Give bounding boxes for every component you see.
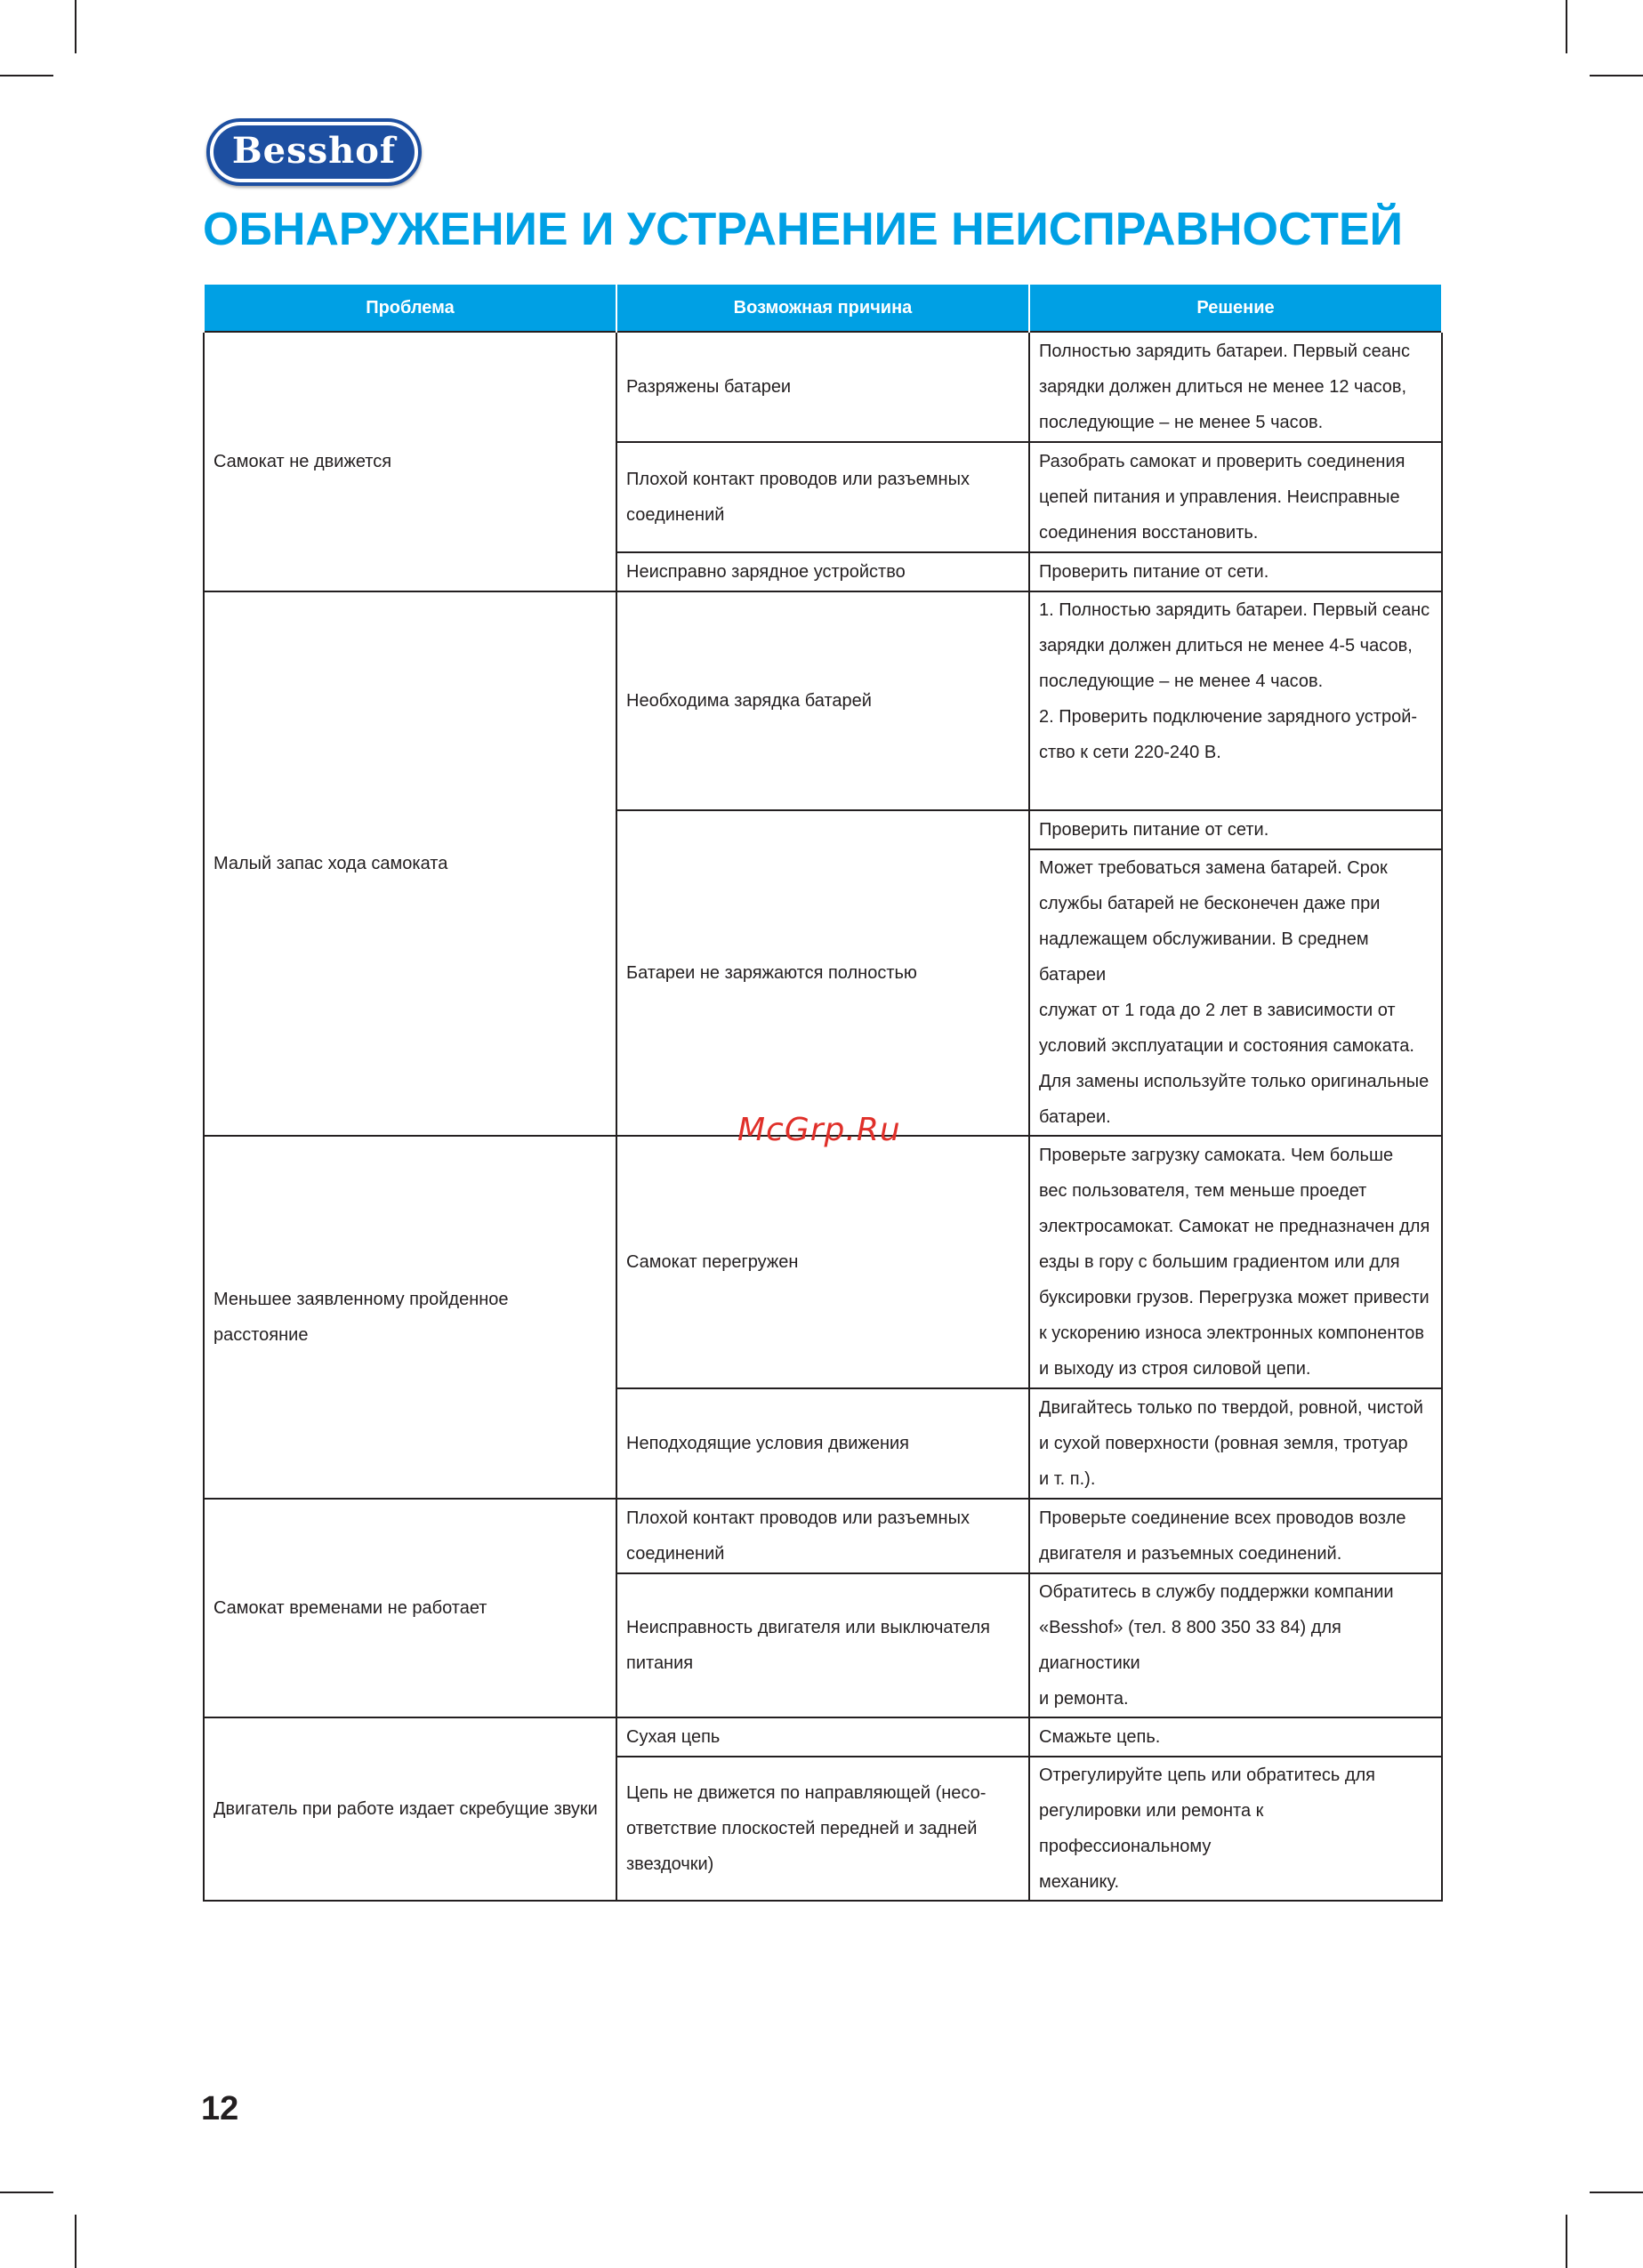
line: служат от 1 года до 2 лет в зависимости от (1039, 1001, 1396, 1020)
problem-cell: Самокат не движется (204, 332, 616, 591)
line: цепей питания и управления. Неисправные (1039, 487, 1400, 507)
line: вес пользователя, тем меньше проедет (1039, 1181, 1367, 1201)
line: соединений (626, 1544, 725, 1564)
solution-cell (1029, 332, 1442, 442)
crop-mark (0, 75, 53, 76)
line: электросамокат. Самокат не предназначен для (1039, 1217, 1430, 1236)
crop-mark (75, 2215, 77, 2268)
line: механику. (1039, 1872, 1120, 1892)
line: условий эксплуатации и состояния самоката. (1039, 1036, 1414, 1056)
line: Проверьте соединение всех проводов возле (1039, 1508, 1406, 1528)
solution-cell (1029, 591, 1442, 810)
solution-cell (1029, 1388, 1442, 1499)
line: езды в гору с большим градиентом или для (1039, 1252, 1400, 1272)
brand-logo (206, 118, 422, 186)
header-problem: Проблема (204, 285, 616, 332)
line: последующие – не менее 4 часов. (1039, 672, 1324, 691)
table-row (204, 1136, 1442, 1388)
table-row (204, 1499, 1442, 1573)
line: Отрегулируйте цепь или обратитесь для (1039, 1765, 1375, 1785)
table-row (204, 591, 1442, 810)
line: соединений (626, 505, 725, 525)
problem-cell: Малый запас хода самоката (204, 591, 616, 1136)
line: соединения восстановить. (1039, 523, 1259, 543)
table-row (204, 1717, 1442, 1757)
solution-cell (1029, 1136, 1442, 1388)
line: буксировки грузов. Перегрузка может привести (1039, 1288, 1430, 1307)
line: и сухой поверхности (ровная земля, тротуар (1039, 1434, 1408, 1453)
line: регулировки или ремонта к профессиональному (1039, 1801, 1264, 1856)
line: к ускорению износа электронных компонентов (1039, 1323, 1425, 1343)
line: надлежащем обслуживании. В среднем батареи (1039, 929, 1369, 985)
header-cause: Возможная причина (616, 285, 1029, 332)
line: и выходу из строя силовой цепи. (1039, 1359, 1311, 1379)
cause-cell: Самокат перегружен (616, 1136, 1029, 1388)
line: питания (626, 1653, 694, 1673)
crop-mark (1590, 2192, 1643, 2193)
cause-cell (616, 1499, 1029, 1573)
line: службы батарей не бесконечен даже при (1039, 894, 1381, 913)
line: Обратитесь в службу поддержки компании (1039, 1582, 1394, 1602)
line: «Besshof» (тел. 8 800 350 33 84) для диагностики (1039, 1618, 1341, 1673)
solution-cell (1029, 1573, 1442, 1717)
solution-cell (1029, 849, 1442, 1136)
header-solution: Решение (1029, 285, 1442, 332)
line: Неисправность двигателя или выключателя (626, 1618, 990, 1637)
line: зарядки должен длиться не менее 12 часов, (1039, 377, 1407, 397)
line: двигателя и разъемных соединений. (1039, 1544, 1342, 1564)
solution-cell (1029, 442, 1442, 552)
crop-mark (1566, 0, 1567, 53)
problem-cell: Самокат временами не работает (204, 1499, 616, 1717)
line: Проверьте загрузку самоката. Чем больше (1039, 1146, 1394, 1165)
watermark: McGrp.Ru (737, 1112, 901, 1148)
cause-cell (616, 1573, 1029, 1717)
line: Для замены используйте только оригинальные (1039, 1072, 1430, 1091)
problem-cell: Двигатель при работе издает скребущие звуки (204, 1717, 616, 1901)
page-number: 12 (201, 2090, 239, 2127)
line: последующие – не менее 5 часов. (1039, 413, 1324, 432)
line: 2. Проверить подключение зарядного устрой- (1039, 707, 1418, 727)
line: Двигайтесь только по твердой, ровной, чистой (1039, 1398, 1423, 1418)
cause-cell: Сухая цепь (616, 1717, 1029, 1757)
cause-cell: Неисправно зарядное устройство (616, 552, 1029, 591)
line: Плохой контакт проводов или разъемных (626, 470, 970, 489)
crop-mark (0, 2192, 53, 2193)
line: ответствие плоскостей передней и задней (626, 1819, 978, 1838)
line: Цепь не движется по направляющей (несо- (626, 1783, 987, 1803)
page-title: ОБНАРУЖЕНИЕ И УСТРАНЕНИЕ НЕИСПРАВНОСТЕЙ (203, 204, 1404, 255)
solution-cell (1029, 1757, 1442, 1901)
cause-cell (616, 442, 1029, 552)
cause-cell: Батареи не заряжаются полностью (616, 810, 1029, 1136)
line: Плохой контакт проводов или разъемных (626, 1508, 970, 1528)
solution-cell: Смажьте цепь. (1029, 1717, 1442, 1757)
line: звездочки) (626, 1854, 714, 1874)
troubleshooting-table (203, 285, 1443, 1902)
line: батареи. (1039, 1107, 1111, 1127)
line: Может требоваться замена батарей. Срок (1039, 858, 1388, 878)
brand-logo-badge (213, 125, 415, 179)
cause-cell: Разряжены батареи (616, 332, 1029, 442)
line: и ремонта. (1039, 1689, 1129, 1709)
crop-mark (1590, 75, 1643, 76)
line: зарядки должен длиться не менее 4-5 часов, (1039, 636, 1413, 655)
cause-cell (616, 1757, 1029, 1901)
table-header-row (204, 285, 1442, 332)
solution-cell: Проверить питание от сети. (1029, 810, 1442, 849)
line: Разобрать самокат и проверить соединения (1039, 452, 1405, 471)
brand-logo-text: Besshof (231, 129, 397, 172)
line: 1. Полностью зарядить батареи. Первый сеанс (1039, 600, 1430, 620)
crop-mark (75, 0, 77, 53)
cause-cell: Неподходящие условия движения (616, 1388, 1029, 1499)
cause-cell: Необходима зарядка батарей (616, 591, 1029, 810)
table-row (204, 332, 1442, 442)
solution-cell: Проверить питание от сети. (1029, 552, 1442, 591)
line: Полностью зарядить батареи. Первый сеанс (1039, 342, 1410, 361)
crop-mark (1566, 2215, 1567, 2268)
solution-cell (1029, 1499, 1442, 1573)
line: и т. п.). (1039, 1469, 1096, 1489)
problem-cell: Меньшее заявленному пройденное расстояние (204, 1136, 616, 1499)
line: ство к сети 220-240 В. (1039, 743, 1221, 762)
